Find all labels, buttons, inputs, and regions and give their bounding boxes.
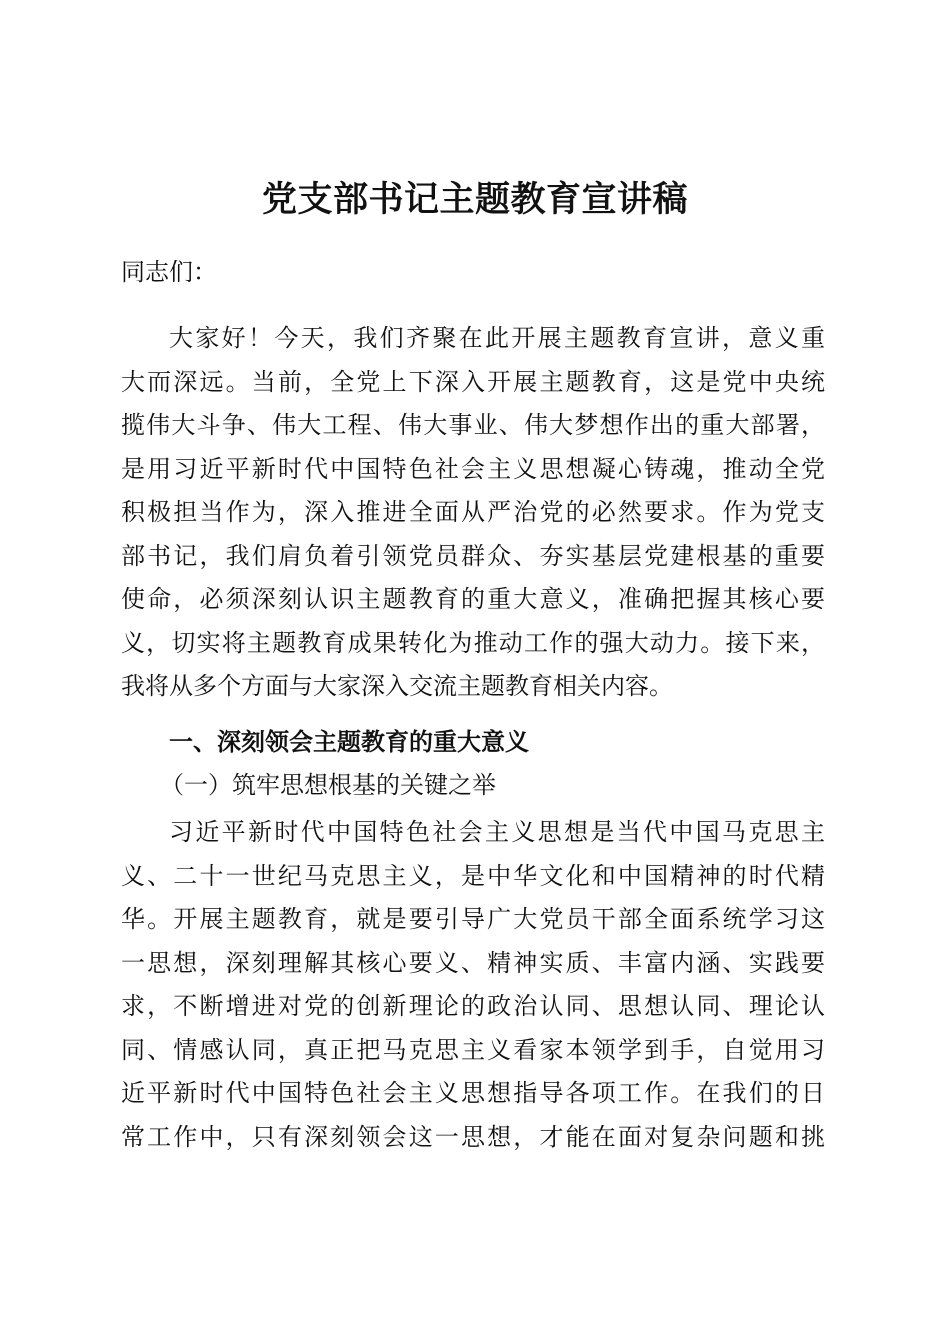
subsection-heading: （一）筑牢思想根基的关键之举 — [160, 771, 496, 799]
section-line: 求，不断增进对党的创新理论的政治认同、思想认同、理论认 — [121, 992, 825, 1020]
intro-line: 是用习近平新时代中国特色社会主义思想凝心铸魂，推动全党 — [121, 454, 825, 483]
intro-line: 义，切实将主题教育成果转化为推动工作的强大动力。接下来， — [121, 628, 825, 657]
section-line: 习近平新时代中国特色社会主义思想是当代中国马克思主 — [169, 818, 825, 846]
intro-line: 揽伟大斗争、伟大工程、伟大事业、伟大梦想作出的重大部署， — [121, 411, 825, 439]
intro-line: 积极担当作为，深入推进全面从严治党的必然要求。作为党支 — [121, 498, 825, 526]
section-line: 常工作中，只有深刻领会这一思想，才能在面对复杂问题和挑 — [121, 1122, 825, 1151]
section-line: 一思想，深刻理解其核心要义、精神实质、丰富内涵、实践要 — [121, 948, 825, 977]
document-title: 党支部书记主题教育宣讲稿 — [261, 179, 688, 220]
intro-line: 大家好！今天，我们齐聚在此开展主题教育宣讲，意义重 — [169, 324, 825, 352]
section-line: 同、情感认同，真正把马克思主义看家本领学到手，自觉用习 — [121, 1035, 825, 1064]
intro-line: 部书记，我们肩负着引领党员群众、夯实基层党建根基的重要 — [121, 541, 825, 570]
salutation: 同志们： — [121, 258, 217, 286]
section-line: 义、二十一世纪马克思主义，是中华文化和中国精神的时代精 — [121, 861, 825, 890]
section-line: 近平新时代中国特色社会主义思想指导各项工作。在我们的日 — [121, 1079, 825, 1107]
intro-line: 我将从多个方面与大家深入交流主题教育相关内容。 — [121, 672, 673, 700]
section-heading: 一、深刻领会主题教育的重大意义 — [169, 728, 529, 756]
intro-line: 使命，必须深刻认识主题教育的重大意义，准确把握其核心要 — [121, 585, 825, 613]
intro-line: 大而深远。当前，全党上下深入开展主题教育，这是党中央统 — [121, 367, 825, 396]
section-paragraph — [121, 811, 825, 1159]
intro-paragraph — [121, 317, 825, 709]
section-line: 华。开展主题教育，就是要引导广大党员干部全面系统学习这 — [121, 905, 825, 933]
